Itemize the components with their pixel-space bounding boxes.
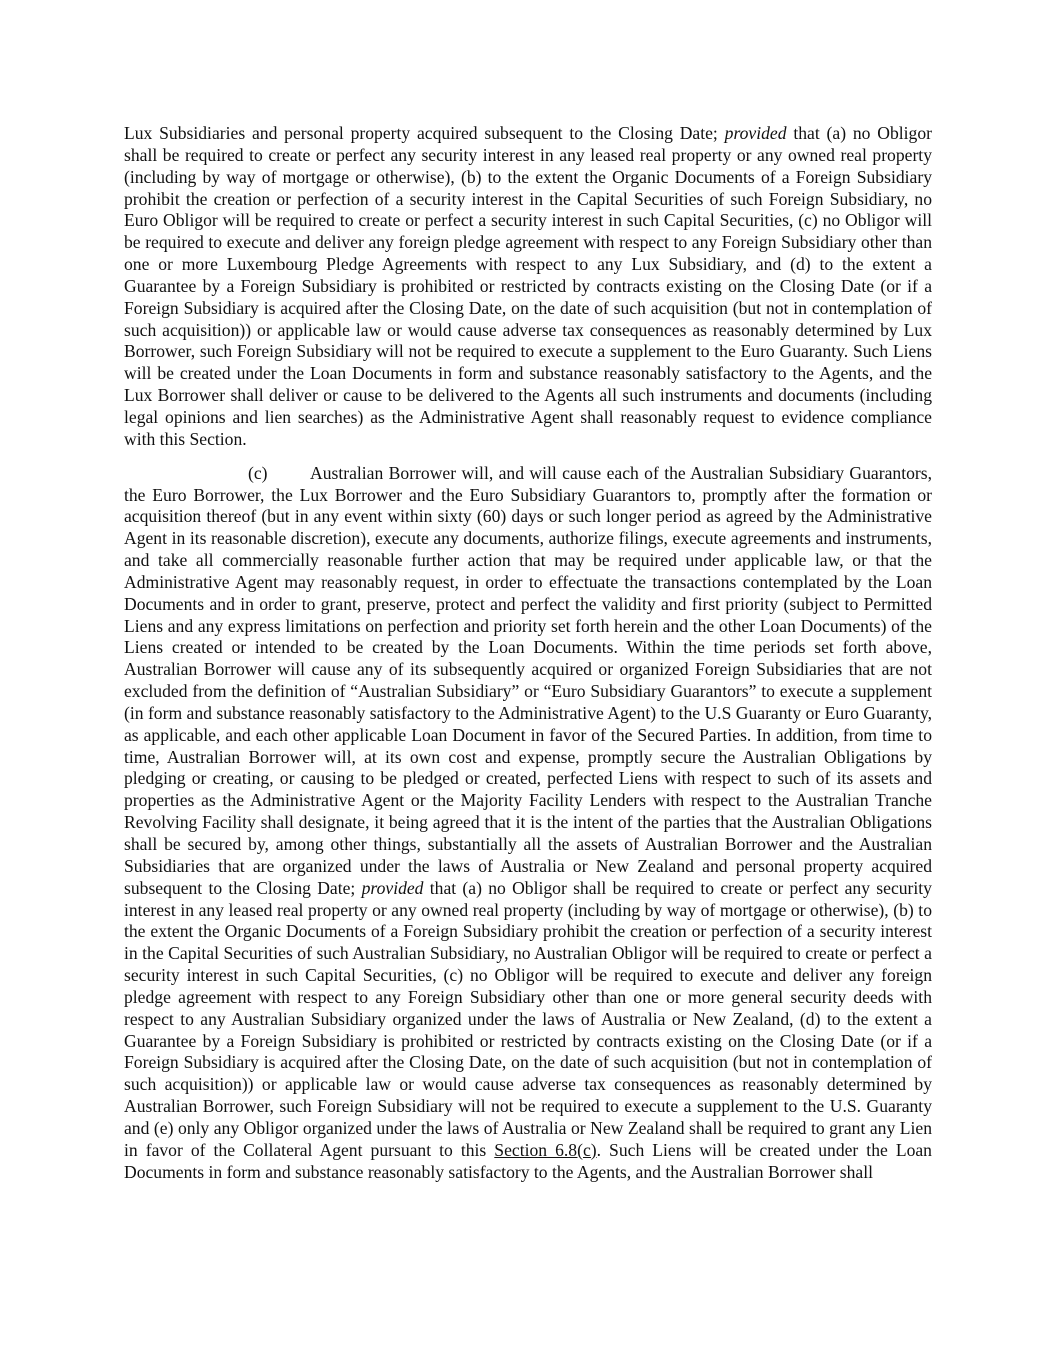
paragraph-text: that (a) no Obligor shall be required to create or perfect any security interest in any leased real property or any owned real property (including by way of mortgage or otherwise), (b) to the extent the Organic Documents of a Foreign Subsidiary prohibit the creation or perfection of a security interest in the Capital Securities of such Australian Subsidiary, no Australian Obligor will be required to create or perfect a security interest in such Capital Securities, (c) no Obligor will be required to execute and deliver any foreign pledge agreement with respect to any Foreign Subsidiary other than one or more general security deeds with respect to any Australian Subsidiary organized under the laws of Australia or New Zealand, (d) to the extent a Guarantee by a Foreign Subsidiary is prohibited or restricted by contracts existing on the Closing Date (or if a Foreign Subsidiary is acquired after the Closing Date, on the date of such acquisition (but not in contemplation of such acquisition)) or applicable law or would cause adverse tax consequences as reasonably determined by Australian Borrower, such Foreign Subsidiary will not be required to execute a supplement to the U.S. Guaranty and (e) only any Obligor organized under the laws of Australia or New Zealand shall be required to grant any Lien in favor of the Collateral Agent pursuant to this [124, 877, 932, 1160]
clause-label: (c) [248, 462, 268, 483]
paragraph-text: Australian Borrower will, and will cause each of the Australian Subsidiary Guarantors, the Euro Borrower, the Lux Borrower and the Euro Subsidiary Guarantors to, promptly after the formation or acquisition thereof (but in any event within sixty (60) days or such longer period as agreed by the Administrative Agent in its reasonable discretion), execute any documents, authorize filings, execute agreements and instruments, and take all commercially reasonable further action that may be required under applicable law, or that the Administrative Agent may reasonably request, in order to effectuate the transactions contemplated by the Loan Documents and in order to grant, preserve, protect and perfect the validity and first priority (subject to Permitted Liens and any express limitations on perfection and priority set forth herein and the other Loan Documents) of the Liens created or intended to be created by the Loan Documents. Within the time periods set forth above, Australian Borrower will cause any of its subsequently acquired or organized Foreign Subsidiaries that are not excluded from the definition of “Australian Subsidiary” or “Euro Subsidiary Guarantors” to execute a supplement (in form and substance reasonably satisfactory to the Administrative Agent) to the U.S Guaranty or Euro Guaranty, as applicable, and each other applicable Loan Document in favor of the Secured Parties. In addition, from time to time, Australian Borrower will, at its own cost and expense, promptly secure the Australian Obligations by pledging or creating, or causing to be pledged or created, perfected Liens with respect to such of its assets and properties as the Administrative Agent or the Majority Facility Lenders with respect to the Australian Tranche Revolving Facility shall designate, it being agreed that it is the intent of the parties that the Australian Obligations shall be secured by, among other things, substantially all the assets of Australian Borrower and the Australian Subsidiaries that are organized under the laws of Australia or New Zealand and personal property acquired subsequent to the Closing Date; [124, 462, 932, 898]
paragraph-text: that (a) no Obligor shall be required to create or perfect any security interest in any leased real property or any owned real property (including by way of mortgage or otherwise), (b) to the extent the Organic Documents of a Foreign Subsidiary prohibit the creation or perfection of a security interest in the Capital Securities of such Foreign Subsidiary, no Euro Obligor will be required to create or perfect a security interest in such Capital Securities, (c) no Obligor will be required to execute and deliver any foreign pledge agreement with respect to any Foreign Subsidiary other than one or more Luxembourg Pledge Agreements with respect to any Lux Subsidiary, and (d) to the extent a Guarantee by a Foreign Subsidiary is prohibited or restricted by contracts existing on the Closing Date (or if a Foreign Subsidiary is acquired after the Closing Date, on the date of such acquisition (but not in contemplation of such acquisition)) or applicable law or would cause adverse tax consequences as reasonably determined by Lux Borrower, such Foreign Subsidiary will not be required to execute a supplement to the Euro Guaranty. Such Liens will be created under the Loan Documents in form and substance reasonably satisfactory to the Agents, and the Lux Borrower shall deliver or cause to be delivered to the Agents all such instruments and documents (including legal opinions and lien searches) as the Administrative Agent shall reasonably request to evidence compliance with this Section. [124, 123, 933, 449]
paragraph-text: Lux Subsidiaries and personal property acquired subsequent to the Closing Date; [124, 123, 725, 143]
paragraph-c [124, 463, 932, 1184]
paragraph-text: . Such Liens will be created under the Loan Documents in form and substance reasonably satisfactory to the Agents, and the Australian Borrower shall [124, 1139, 932, 1182]
provided-term: provided [724, 123, 787, 143]
document-page [124, 123, 932, 1184]
section-reference: Section 6.8(c) [494, 1139, 597, 1160]
paragraph-continued [124, 123, 932, 451]
provided-term: provided [361, 877, 424, 898]
